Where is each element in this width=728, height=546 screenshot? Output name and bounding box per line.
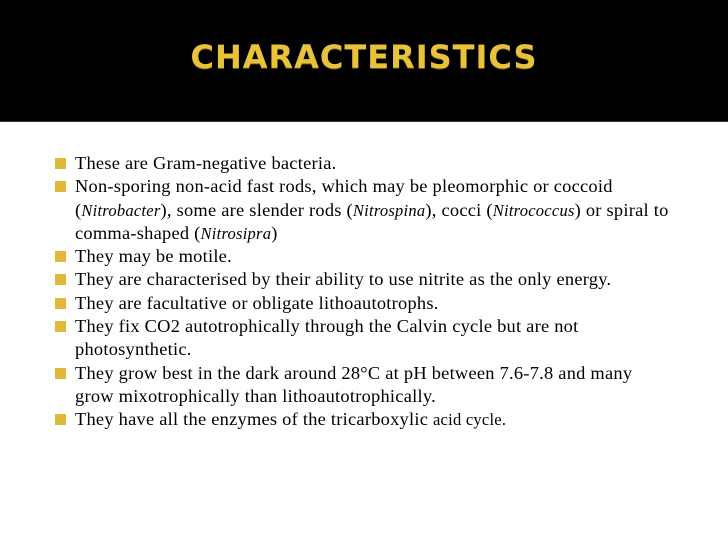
- bullet-text: They may be motile.: [75, 246, 232, 267]
- square-bullet-icon: [55, 298, 66, 309]
- bullet-text: They fix CO2 autotrophically through the Calvin cycle but are not photosynthetic.: [75, 316, 579, 360]
- bullet-item: [53, 408, 673, 431]
- bullet-text: ): [271, 222, 278, 243]
- bullet-item: [53, 245, 673, 268]
- bullet-text: They are characterised by their ability to use nitrite as the only energy.: [75, 269, 612, 290]
- square-bullet-icon: [55, 158, 66, 169]
- square-bullet-icon: [55, 321, 66, 332]
- genus-name: Nitrosipra: [200, 223, 272, 243]
- bullet-text: These are Gram-negative bacteria.: [75, 153, 337, 173]
- square-bullet-icon: [55, 181, 66, 192]
- bullet-text: They grow best in the dark around 28°C at pH between 7.6-7.8 and many grow mixotrophically than lithoautotrophically.: [75, 362, 633, 406]
- genus-name: Nitrobacter: [81, 200, 161, 220]
- bullet-text: Non-sporing non-acid fast rods, which may be pleomorphic or coccoid (: [75, 176, 613, 220]
- square-bullet-icon: [55, 251, 66, 262]
- bullet-item: [53, 292, 673, 315]
- bullet-text: They have all the enzymes of the tricarboxylic: [75, 409, 433, 430]
- bullet-text: ), some are slender rods (: [160, 199, 353, 220]
- bullet-text: ) or spiral to comma-shaped (: [75, 199, 669, 243]
- bullet-text: acid cycle.: [432, 410, 507, 430]
- bullet-list: [53, 152, 673, 432]
- bullet-text: ), cocci (: [425, 199, 493, 220]
- bullet-item: [53, 362, 673, 409]
- bullet-item: [53, 315, 673, 362]
- square-bullet-icon: [55, 368, 66, 379]
- square-bullet-icon: [55, 274, 66, 285]
- slide-body: [0, 122, 728, 546]
- genus-name: Nitrospina: [352, 200, 426, 220]
- bullet-item: [53, 152, 673, 175]
- bullet-text: They are facultative or obligate lithoautotrophs.: [75, 292, 439, 313]
- genus-name: Nitrococcus: [492, 200, 575, 220]
- title-band: [0, 0, 728, 122]
- bullet-item: [53, 175, 673, 245]
- slide-title: CHARACTERISTICS: [190, 38, 538, 76]
- square-bullet-icon: [55, 414, 66, 425]
- bullet-item: [53, 268, 673, 291]
